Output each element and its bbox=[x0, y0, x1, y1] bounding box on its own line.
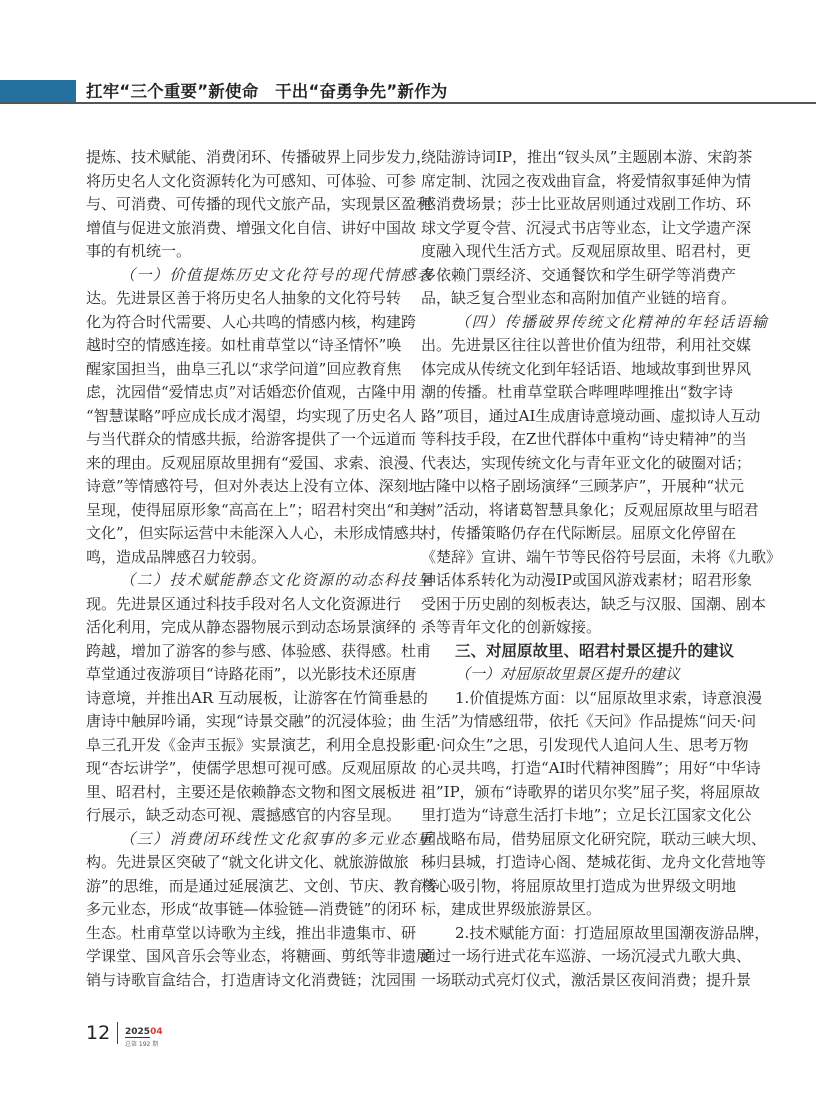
subsection-heading: （二）技术赋能静态文化资源的动态科技呈 bbox=[120, 571, 434, 589]
issue-number: 04 bbox=[150, 1027, 163, 1037]
text-line: 草堂通过夜游项目“诗路花雨”，以光影技术还原唐 bbox=[86, 665, 417, 683]
text-line: 提炼、技术赋能、消费闭环、传播破界上同步发力， bbox=[86, 148, 432, 166]
page-number: 12 bbox=[86, 1022, 111, 1044]
text-line: 一场联动式亮灯仪式，激活景区夜间消费；提升景 bbox=[421, 970, 752, 989]
text-line: 构。先进景区突破了“就文化讲文化、就旅游做旅 bbox=[86, 853, 409, 871]
text-line: 诗意境，并推出AR 互动展板，让游客在竹简垂悬的 bbox=[86, 688, 428, 707]
text-line: 园战略布局，借势屈原文化研究院，联动三峡大坝、 bbox=[421, 829, 767, 848]
text-line: 己·问众生”之思，引发现代人追问人生、思考万物 bbox=[421, 735, 749, 754]
text-line: 的心灵共鸣，打造“AI时代精神图腾”；用好“中华诗 bbox=[421, 759, 761, 777]
text-line: 化为符合时代需要、人心共鸣的情感内核，构建跨 bbox=[86, 312, 417, 331]
footer-divider bbox=[117, 1022, 118, 1044]
section-heading: 三、对屈原故里、昭君村景区提升的建议 bbox=[455, 641, 735, 660]
text-line: 增值与促进文旅消费、增强文化自信、讲好中国故 bbox=[86, 218, 417, 237]
text-line: 席定制、沈园之夜戏曲盲盒，将爱情叙事延伸为情 bbox=[421, 171, 752, 190]
text-line: 树”活动，将诸葛智慧具象化；反观屈原故里与昭君 bbox=[421, 500, 759, 519]
text-line: 来的理由。反观屈原故里拥有“爱国、求索、浪漫、 bbox=[86, 453, 424, 472]
text-line: 出。先进景区往往以普世价值为纽带，利用社交媒 bbox=[421, 336, 752, 354]
text-line: 活化利用，完成从静态器物展示到动态场景演绎的 bbox=[86, 618, 417, 636]
text-line: 秭归县城，打造诗心阁、楚城花街、龙舟文化营地等 bbox=[421, 853, 767, 871]
text-line: 学课堂、国风音乐会等业态，将糖画、剪纸等非遗展 bbox=[86, 947, 432, 965]
text-line: 等科技手段，在Z世代群体中重构“诗史精神”的当 bbox=[421, 430, 747, 448]
text-line: 跨越，增加了游客的参与感、体验感、获得感。杜甫 bbox=[86, 641, 432, 660]
text-line: 销与诗歌盲盒结合，打造唐诗文化消费链；沈园围 bbox=[86, 970, 417, 989]
text-line: 文化”，但实际运营中未能深入人心，未形成情感共 bbox=[86, 524, 424, 542]
text-line: 感消费场景；莎士比亚故居则通过戏剧工作坊、环 bbox=[421, 195, 752, 213]
text-line: 达。先进景区善于将历史名人抽象的文化符号转 bbox=[86, 289, 402, 307]
text-line: 虑，沈园借“爱情忠贞”对话婚恋价值观，古隆中用 bbox=[86, 383, 417, 401]
subsection-heading: （三）消费闭环线性文化叙事的多元业态重 bbox=[120, 829, 434, 848]
text-line: 路”项目，通过AI生成唐诗意境动画、虚拟诗人互动 bbox=[421, 406, 761, 425]
text-line: 与、可消费、可传播的现代文旅产品，实现景区盈利 bbox=[86, 195, 432, 213]
text-line: 2.技术赋能方面：打造屈原故里国潮夜游品牌， bbox=[455, 923, 770, 942]
issue-year: 2025 bbox=[125, 1027, 151, 1037]
text-line: “智慧谋略”呼应成长成才渴望，均实现了历史名人 bbox=[86, 406, 417, 425]
subsection-heading: （一）对屈原故里景区提升的建议 bbox=[455, 665, 681, 683]
subsection-heading: （一）价值提炼历史文化符号的现代情感表 bbox=[120, 265, 434, 284]
text-line: 绕陆游诗词IP，推出“钗头凤”主题剧本游、宋韵茶 bbox=[421, 148, 753, 166]
text-line: 里、昭君村，主要还是依赖静态文物和图文展板进 bbox=[86, 782, 417, 801]
text-line: 醒家国担当，曲阜三孔以“求学问道”回应教育焦 bbox=[86, 359, 402, 378]
text-line: 神话体系转化为动漫IP或国风游戏素材；昭君形象 bbox=[421, 571, 753, 589]
text-line: 与当代群众的情感共振，给游客提供了一个远道而 bbox=[86, 430, 417, 448]
text-line: 现。先进景区通过科技手段对名人文化资源进行 bbox=[86, 594, 402, 613]
text-line: 将历史名人文化资源转化为可感知、可体验、可参 bbox=[86, 171, 417, 190]
text-line: 阜三孔开发《金声玉振》实景演艺，利用全息投影重 bbox=[86, 735, 432, 754]
text-line: 村，传播策略仍存在代际断层。屈原文化停留在 bbox=[421, 524, 737, 542]
text-line: 古隆中以格子剧场演绎“三顾茅庐”，开展种“状元 bbox=[421, 477, 745, 495]
header-accent-bar bbox=[0, 80, 76, 103]
text-line: 事的有机统一。 bbox=[86, 242, 192, 260]
text-line: 《楚辞》宣讲、端午节等民俗符号层面，未将《九歌》 bbox=[421, 547, 782, 566]
text-line: 通过一场行进式花车巡游、一场沉浸式九歌大典、 bbox=[421, 947, 752, 965]
header-rule bbox=[0, 102, 816, 104]
text-line: 诗意”等情感符号，但对外表达上没有立体、深刻地 bbox=[86, 477, 424, 495]
text-line: 杀等青年文化的创新嫁接。 bbox=[421, 618, 602, 636]
text-line: 生态。杜甫草堂以诗歌为主线，推出非遗集市、研 bbox=[86, 923, 417, 942]
text-line: 度融入现代生活方式。反观屈原故里、昭君村，更 bbox=[421, 242, 752, 260]
issue-badge bbox=[125, 1024, 163, 1049]
text-line: 呈现，使得屈原形象“高高在上”；昭君村突出“和美 bbox=[86, 500, 425, 519]
text-line: 祖”IP，颁布“诗歌界的诺贝尔奖”屈子奖，将屈原故 bbox=[421, 782, 761, 801]
text-line: 鸣，造成品牌感召力较弱。 bbox=[86, 547, 267, 566]
running-header-title: 扛牢“三个重要”新使命 干出“奋勇争先”新作为 bbox=[86, 82, 448, 101]
text-line: 现“杏坛讲学”，使儒学思想可视可感。反观屈原故 bbox=[86, 759, 417, 777]
text-line: 越时空的情感连接。如杜甫草堂以“诗圣情怀”唤 bbox=[86, 336, 402, 354]
text-line: 球文学夏令营、沉浸式书店等业态，让文学遗产深 bbox=[421, 218, 752, 237]
text-line: 代表达，实现传统文化与青年亚文化的破圈对话； bbox=[421, 453, 752, 472]
right-column bbox=[421, 146, 782, 992]
text-line: 游”的思维，而是通过延展演艺、文创、节庆、教育等 bbox=[86, 876, 439, 895]
text-line: 唐诗中触屏吟诵，实现“诗景交融”的沉浸体验；曲 bbox=[86, 712, 417, 730]
text-line: 1.价值提炼方面：以“屈原故里求索，诗意浪漫 bbox=[455, 688, 762, 707]
text-line: 里打造为“诗意生活打卡地”；立足长江国家文化公 bbox=[421, 806, 752, 824]
text-line: 潮的传播。杜甫草堂联合哔哩哔哩推出“数字诗 bbox=[421, 383, 733, 401]
left-column bbox=[86, 146, 439, 992]
text-line: 品，缺乏复合型业态和高附加值产业链的培育。 bbox=[421, 289, 737, 307]
text-line: 受困于历史剧的刻板表达，缺乏与汉服、国潮、剧本 bbox=[421, 594, 767, 613]
text-line: 多元业态，形成“故事链—体验链—消费链”的闭环 bbox=[86, 900, 417, 918]
text-line: 生活”为情感纽带，依托《天问》作品提炼“问天·问 bbox=[421, 712, 757, 730]
text-line: 体完成从传统文化到年轻话语、地域故事到世界风 bbox=[421, 359, 752, 378]
text-line: 多依赖门票经济、交通餐饮和学生研学等消费产 bbox=[421, 265, 737, 284]
text-line: 标，建成世界级旅游景区。 bbox=[421, 900, 602, 918]
text-line: 行展示，缺乏动态可视、震撼感官的内容呈现。 bbox=[86, 806, 402, 824]
total-issue: 总第 192 期 bbox=[125, 1041, 159, 1048]
subsection-heading: （四）传播破界传统文化精神的年轻话语输 bbox=[455, 312, 769, 331]
text-line: 核心吸引物，将屈原故里打造成为世界级文明地 bbox=[421, 876, 737, 895]
